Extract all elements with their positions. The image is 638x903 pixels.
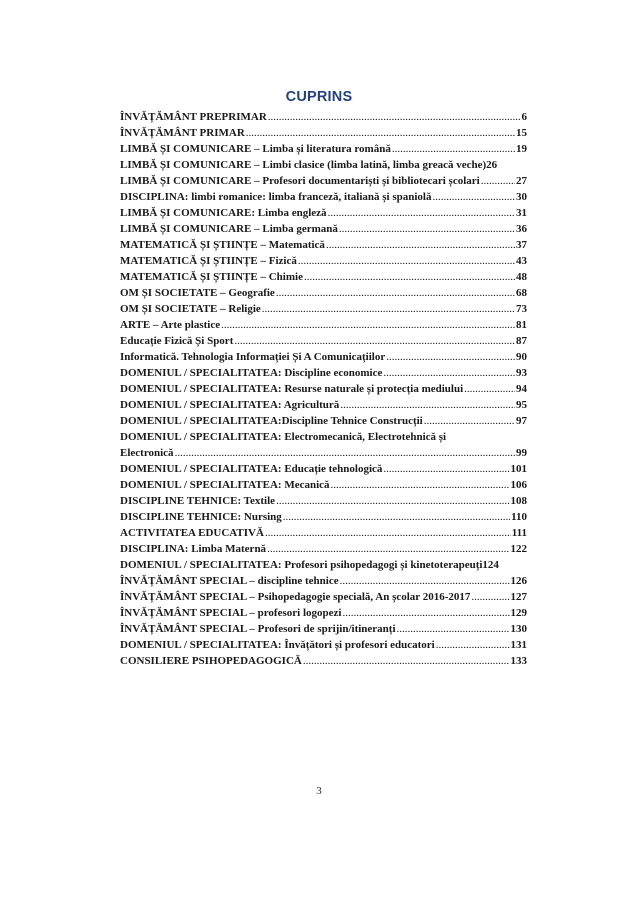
toc-entry[interactable] [120,653,527,669]
dot-leader [386,349,515,365]
toc-entry-page: 106 [510,479,527,491]
toc-entry-title: ACTIVITATEA EDUCATIVĂ [120,527,264,539]
toc-entry[interactable] [120,605,527,621]
toc-entry-page: 94 [516,383,527,395]
toc-entry-page: 15 [516,127,527,139]
toc-entry-page: 68 [516,287,527,299]
toc-entry-page: 81 [516,319,527,331]
toc-entry-page: 131 [510,639,527,651]
toc-entry-title: MATEMATICĂ ȘI ȘTIINȚE – Chimie [120,271,303,283]
dot-leader [340,397,515,413]
toc-entry-title: DOMENIUL / SPECIALITATEA: Electromecanică, Electrotehnică și [120,431,447,443]
toc-entry-page: 93 [516,367,527,379]
dot-leader [339,221,515,237]
toc-entry[interactable] [120,461,527,477]
dot-leader [383,365,515,381]
toc-entry[interactable] [120,301,527,317]
dot-leader [303,653,510,669]
toc-entry-page: 19 [516,143,527,155]
toc-entry-title: MATEMATICĂ ȘI ȘTIINȚE – Matematică [120,239,325,251]
toc-entry-title: DISCIPLINA: limbi romanice: limba franceză, italiană și spaniolă [120,191,432,203]
toc-entry[interactable] [120,621,527,637]
toc-entry-title: OM ȘI SOCIETATE – Religie [120,303,261,315]
toc-entry-title: OM ȘI SOCIETATE – Geografie [120,287,275,299]
page-title: CUPRINS [285,89,353,105]
dot-leader [340,573,510,589]
table-of-contents [120,109,527,669]
toc-entry-title: LIMBĂ ȘI COMUNICARE – Limba germană [120,223,338,235]
dot-leader [383,461,509,477]
toc-entry-page: 87 [516,335,527,347]
toc-entry[interactable] [120,269,527,285]
toc-entry-page: 90 [516,351,527,363]
dot-leader [276,285,515,301]
toc-entry-title: ÎNVĂȚĂMÂNT SPECIAL – discipline tehnice [120,575,339,587]
toc-entry-page: 110 [511,511,527,523]
toc-entry-title: Educație Fizică Și Sport [120,335,234,347]
dot-leader [298,253,515,269]
toc-entry-page: 36 [516,223,527,235]
toc-entry[interactable] [120,285,527,301]
page-number: 3 [316,785,322,797]
toc-entry-page: 122 [510,543,527,555]
toc-entry[interactable] [120,397,527,413]
toc-entry-title: ÎNVĂȚĂMÂNT SPECIAL – Psihopedagogie specială, An școlar 2016-2017 [120,591,471,603]
dot-leader [471,589,509,605]
toc-entry-page: 97 [516,415,527,427]
toc-entry-page: 31 [516,207,527,219]
dot-leader [246,125,515,141]
toc-entry-page: 127 [510,591,527,603]
dot-leader [326,237,515,253]
toc-entry[interactable] [120,221,527,237]
toc-entry-title: LIMBĂ ȘI COMUNICARE – Limba și literatura română [120,143,391,155]
toc-entry-title: ÎNVĂȚĂMÂNT PREPRIMAR [120,111,267,123]
toc-entry-page: 99 [516,447,527,459]
dot-leader [265,525,511,541]
toc-entry[interactable] [120,541,527,557]
toc-entry-page: 43 [516,255,527,267]
toc-entry[interactable] [120,237,527,253]
toc-entry-title: ÎNVĂȚĂMÂNT SPECIAL – Profesori de sprijin/itineranți [120,623,396,635]
dot-leader [262,301,515,317]
toc-entry-page: 111 [511,527,527,539]
toc-entry[interactable] [120,189,527,205]
toc-entry[interactable] [120,413,527,429]
dot-leader [392,141,515,157]
toc-entry-page: 108 [510,495,527,507]
toc-entry-page: 6 [521,111,527,123]
dot-leader [342,605,509,621]
dot-leader [175,445,515,461]
dot-leader [268,109,521,125]
toc-entry-title: DOMENIUL / SPECIALITATEA: Profesori psihopedagogi și kinetoterapeuți [120,559,483,571]
toc-entry-title: ARTE – Arte plastice [120,319,221,331]
toc-entry-page: 27 [516,175,527,187]
dot-leader [481,173,515,189]
toc-entry[interactable] [120,173,527,189]
toc-entry[interactable] [120,125,527,141]
toc-entry[interactable] [120,157,527,173]
dot-leader [221,317,515,333]
toc-entry[interactable] [120,637,527,653]
dot-leader [234,333,515,349]
dot-leader [331,477,510,493]
toc-entry-page: 95 [516,399,527,411]
dot-leader [424,413,515,429]
toc-entry-page: 101 [510,463,527,475]
toc-entry[interactable] [120,525,527,541]
dot-leader [328,205,515,221]
toc-entry-title-continuation: Electronică [120,447,174,459]
dot-leader [267,541,509,557]
toc-entry[interactable] [120,109,527,125]
toc-entry-title: MATEMATICĂ ȘI ȘTIINȚE – Fizică [120,255,297,267]
toc-entry-title: DISCIPLINA: Limba Maternă [120,543,267,555]
toc-entry[interactable] [120,349,527,365]
toc-entry-page: 129 [510,607,527,619]
toc-entry-page: 73 [516,303,527,315]
toc-entry-title: DISCIPLINE TEHNICE: Nursing [120,511,282,523]
dot-leader [304,269,515,285]
toc-entry[interactable] [120,589,527,605]
toc-entry-page: 133 [510,655,527,667]
toc-entry-title: LIMBĂ ȘI COMUNICARE: Limba engleză [120,207,327,219]
toc-entry-page: 48 [516,271,527,283]
toc-entry-page: 126 [510,575,527,587]
toc-entry[interactable] [120,333,527,349]
toc-entry-title: DOMENIUL / SPECIALITATEA: Învățători și profesori educatori [120,639,435,651]
toc-entry-page: 26 [486,159,498,171]
toc-entry[interactable] [120,381,527,397]
toc-entry-title: DOMENIUL / SPECIALITATEA: Discipline economice [120,367,383,379]
toc-entry-title: DOMENIUL / SPECIALITATEA: Agricultură [120,399,340,411]
toc-entry-continuation[interactable] [120,445,527,461]
toc-entry-title: DOMENIUL / SPECIALITATEA:Discipline Tehnice Construcții [120,415,423,427]
toc-entry-title: DISCIPLINE TEHNICE: Textile [120,495,276,507]
toc-entry-page: 30 [516,191,527,203]
dot-leader [432,189,515,205]
toc-entry[interactable] [120,317,527,333]
toc-entry[interactable] [120,365,527,381]
toc-entry-first-line[interactable] [120,429,527,445]
toc-entry[interactable] [120,493,527,509]
dot-leader [397,621,510,637]
toc-entry-title: ÎNVĂȚĂMÂNT SPECIAL – profesori logopezi [120,607,342,619]
toc-entry[interactable] [120,557,527,573]
toc-entry-title: Informatică. Tehnologia Informației Și A Comunicațiilor [120,351,386,363]
toc-entry[interactable] [120,205,527,221]
toc-entry-title: LIMBĂ ȘI COMUNICARE – Limbi clasice (limba latină, limba greacă veche) [120,159,487,171]
dot-leader [276,493,509,509]
toc-entry-page: 37 [516,239,527,251]
toc-entry-title: DOMENIUL / SPECIALITATEA: Mecanică [120,479,330,491]
toc-entry-title: ÎNVĂȚĂMÂNT PRIMAR [120,127,245,139]
dot-leader [283,509,510,525]
toc-entry-page: 124 [482,559,499,571]
toc-entry-title: DOMENIUL / SPECIALITATEA: Educație tehnologică [120,463,383,475]
toc-entry[interactable] [120,477,527,493]
toc-entry-title: CONSILIERE PSIHOPEDAGOGICĂ [120,655,302,667]
dot-leader [436,637,510,653]
toc-entry-title: DOMENIUL / SPECIALITATEA: Resurse naturale și protecția mediului [120,383,464,395]
toc-entry-page: 130 [510,623,527,635]
toc-entry[interactable] [120,573,527,589]
toc-entry[interactable] [120,253,527,269]
dot-leader [464,381,515,397]
toc-entry[interactable] [120,509,527,525]
toc-entry[interactable] [120,141,527,157]
toc-entry-title: LIMBĂ ȘI COMUNICARE – Profesori documentariști și bibliotecari școlari [120,175,480,187]
